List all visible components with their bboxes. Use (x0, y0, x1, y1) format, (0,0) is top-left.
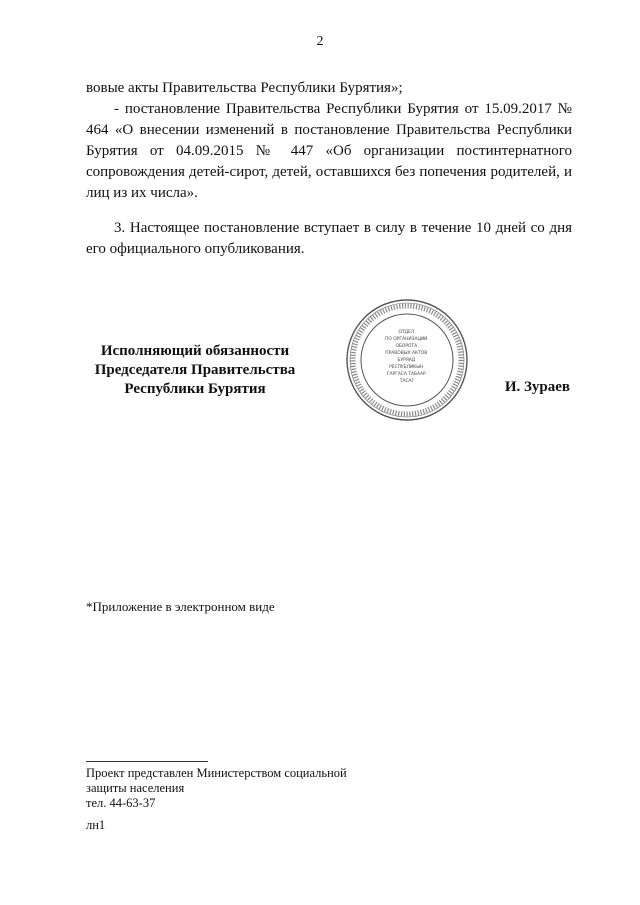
document-code: лн1 (86, 818, 106, 832)
continuation-text: вовые акты Правительства Республики Бурятия»; (86, 80, 403, 96)
seal-line-2: ПО ОРГАНИЗАЦИИ (385, 337, 428, 342)
footnote-line2: защиты населения (86, 781, 185, 795)
seal-line-8: ТАСАГ (399, 379, 415, 384)
paragraph-decree-464 (86, 99, 572, 204)
footnote-divider (86, 761, 208, 762)
footnote-line1: Проект представлен Министерством социальной (86, 766, 347, 780)
decree-464-text: - постановление Правительства Республики Бурятия от 15.09.2017 № 464 «О внесении изменений в постановление Правительства Республики Бурятия от 04.09.2015 № 447 «Об организации постинтернатного сопровождения детей-сирот, детей, оставшихся без попечения родителей, и лиц из их числа». (86, 101, 572, 201)
effective-date-text: 3. Настоящее постановление вступает в силу в течение 10 дней со дня его официального опубликования. (86, 220, 572, 257)
seal-line-6: РЕСПУБЛИКЫН (389, 365, 424, 370)
footnote-phone: тел. 44-63-37 (86, 796, 156, 810)
signatory-title-line2: Председателя Правительства (94, 362, 296, 378)
signatory-title-line1: Исполняющий обязанности (100, 343, 290, 359)
attachment-note: *Приложение в электронном виде (86, 599, 275, 614)
signer-name: И. Зураев (504, 379, 570, 395)
svg-text:ОТДЕЛ ПО ОРГАНИЗАЦИИ О (385, 329, 429, 384)
seal-line-4: ПРАВОВЫХ АКТОВ (385, 351, 428, 356)
paragraph-continuation (86, 78, 572, 99)
seal-line-1: ОТДЕЛ (398, 330, 415, 335)
official-seal (336, 298, 478, 422)
paragraph-effective-date (86, 218, 572, 260)
seal-line-3: ОБОРОТА (395, 344, 418, 349)
footnote (86, 766, 347, 811)
signatory-title (86, 342, 304, 399)
seal-line-7: ГАРГАСА ТАБААР (386, 372, 426, 377)
page-number: 2 (316, 34, 324, 49)
signatory-title-line3: Республики Бурятия (124, 381, 266, 397)
seal-line-5: БУРЯАД (397, 358, 416, 363)
